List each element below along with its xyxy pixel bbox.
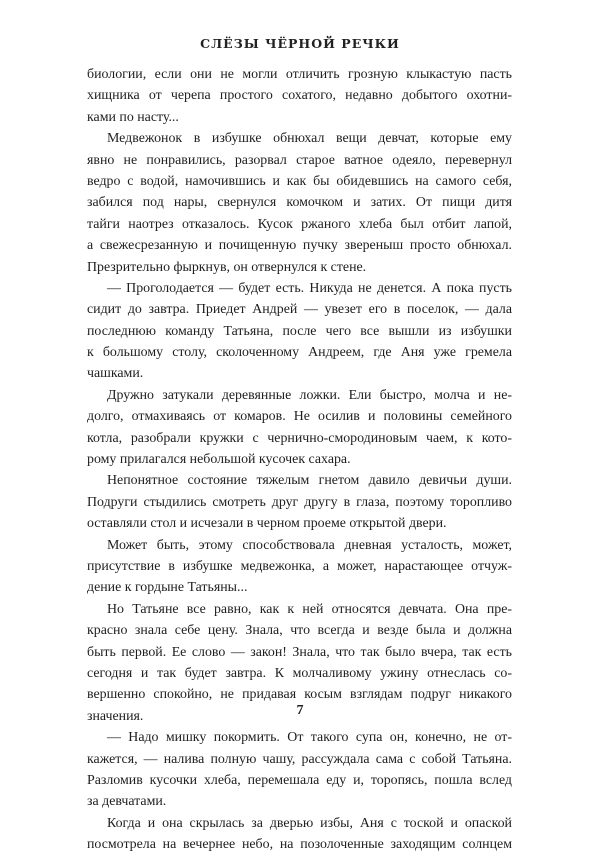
text-line: Подруги стыдились смотреть друг другу в глаза, поэтому торопливо <box>87 494 512 510</box>
text-line: — Проголодается — будет есть. Никуда не денется. А пока пусть <box>107 280 512 296</box>
text-line: чашками. <box>87 366 144 382</box>
text-line: Дружно затукали деревянные ложки. Ели быстро, молча и не- <box>107 387 512 403</box>
text-line: ками по насту... <box>87 109 179 125</box>
text-line: Разломив кусочки хлеба, перемешала еду и, торопясь, пошла вслед <box>87 772 512 788</box>
text-line: присутствие в избушке медвежонка, а может, нарастающее отчуж- <box>87 558 512 574</box>
text-line: явно не понравились, разорвал старое ватное одеяло, перевернул <box>87 152 512 168</box>
text-line: посмотрела на вечернее небо, на позолоченные заходящим солнцем <box>87 837 512 853</box>
text-line: быть первой. Ее слово — закон! Знала, что так было вчера, так есть <box>87 644 512 660</box>
text-line: Медвежонок в избушке обнюхал вещи девчат, которые ему <box>107 131 512 147</box>
text-line: котла, разобрали кружки с чернично-смородиновым чаем, к кото- <box>87 430 512 446</box>
text-line: хищника от черепа простого сохатого, недавно добытого охотни- <box>87 88 512 104</box>
text-line: сидит до завтра. Приедет Андрей — увезет его в поселок, — дала <box>87 302 512 318</box>
text-line: значения. <box>87 708 144 724</box>
text-line: рому прилагался небольшой кусочек сахара. <box>87 452 351 468</box>
text-line: Может быть, этому способствовала дневная усталость, может, <box>107 537 512 553</box>
paragraph <box>87 470 512 534</box>
text-line: забился под нары, свернулся комочком и затих. От пищи дитя <box>87 195 512 211</box>
page-number: 7 <box>296 703 304 718</box>
paragraph <box>87 727 512 813</box>
paragraph <box>87 128 512 278</box>
text-line: Но Татьяне все равно, как к ней относятся девчата. Она пре- <box>107 601 512 617</box>
paragraph <box>87 813 512 855</box>
text-line: — Надо мишку покормить. От такого супа он, конечно, не от- <box>107 730 512 746</box>
text-line: дение к гордыне Татьяны... <box>87 580 248 596</box>
text-line: сегодня и так будет завтра. К молчаливому ужину отнеслась со- <box>87 665 512 681</box>
text-line: ведро с водой, намочившись и как бы обидевшись на самого себя, <box>87 173 512 189</box>
paragraph <box>87 64 512 128</box>
text-line: долго, отмахиваясь от комаров. Не осилив и половины семейного <box>87 409 512 425</box>
paragraph <box>87 535 512 599</box>
body-text <box>87 64 512 855</box>
text-line: кажется, — налива полную чашу, рассуждала сама с собой Татьяна. <box>87 751 512 767</box>
running-head: СЛЁЗЫ ЧЁРНОЙ РЕЧКИ <box>200 36 400 51</box>
paragraph <box>87 278 512 385</box>
text-line: к большому столу, сколоченному Андреем, где Аня уже гремела <box>87 345 512 361</box>
text-line: Презрительно фыркнув, он отвернулся к стене. <box>87 259 367 275</box>
text-line: вершенно спокойно, не придавая косым взглядам подруг никакого <box>87 687 512 703</box>
text-line: а свежесрезанную и почищенную пучку звереныш просто обнюхал. <box>87 238 512 254</box>
text-line: за девчатами. <box>87 794 167 810</box>
text-line: тайги наотрез отказалось. Кусок ржаного хлеба был отбит лапой, <box>87 216 512 232</box>
text-line: Когда и она скрылась за дверью избы, Аня с тоской и опаской <box>107 815 512 831</box>
text-line: оставляли стол и исчезали в черном проеме открытой двери. <box>87 516 447 532</box>
paragraph <box>87 385 512 471</box>
text-line: последнюю команду Татьяна, после чего все вышли из избушки <box>87 323 512 339</box>
text-line: биологии, если они не могли отличить грозную клыкастую пасть <box>87 67 512 82</box>
text-line: красно знала себе цену. Знала, что всегда и везде была и должна <box>87 623 512 639</box>
text-line: Непонятное состояние тяжелым гнетом давило девичьи души. <box>107 473 512 489</box>
